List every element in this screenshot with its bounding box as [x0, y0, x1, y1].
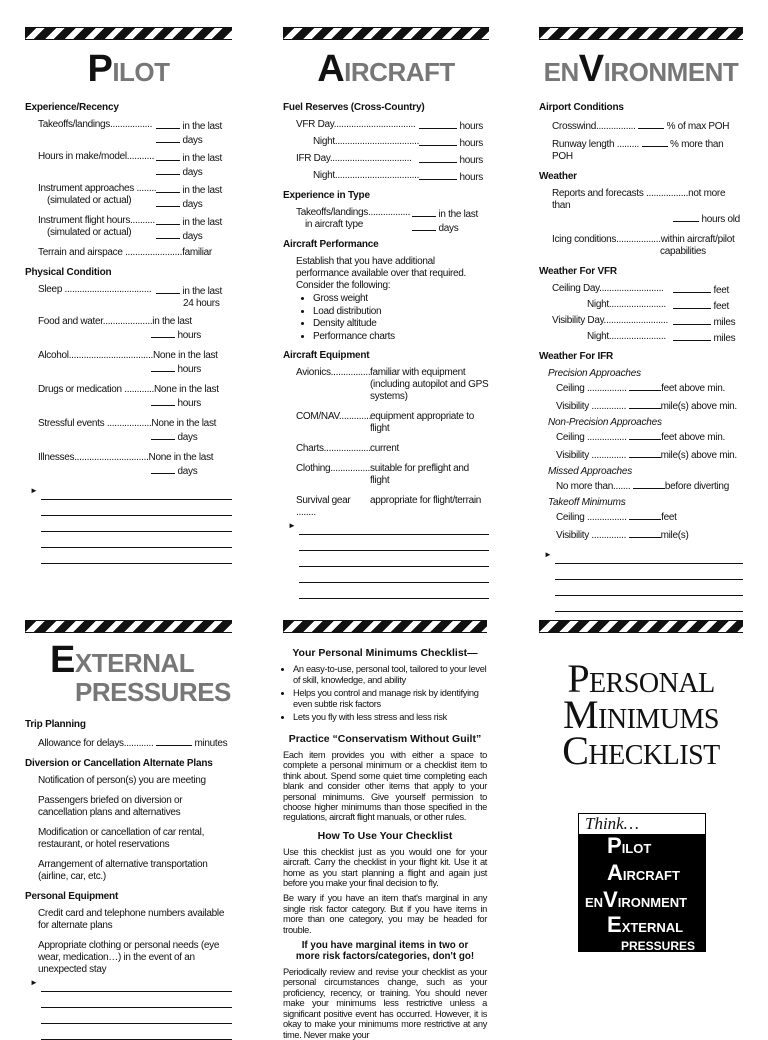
precision-subheading: Precision Approaches [548, 368, 641, 379]
takeoffs-row: Takeoffs/landings................. in the last days [38, 119, 222, 146]
vis-day-row: Visibility Day.......................... miles [552, 315, 736, 328]
avionics-row: Avionics................ familiar with equipment (including autopilot and GPS systems) [296, 367, 489, 402]
marginal-title: If you have marginal items in two or more risk factors/categories, don't go! [295, 940, 475, 963]
info-bullets: • An easy-to-use, personal tool, tailored to your level of skill, knowledge, and ability • Helps you control and manage risk by identifying even subtle risk factors • Lets you fly with less stress and less risk [283, 664, 487, 723]
diversion-heading: Diversion or Cancellation Alternate Plans [25, 758, 213, 769]
ceiling-day-row: Ceiling Day.......................... feet [552, 283, 729, 296]
notes-lines[interactable] [25, 484, 232, 564]
experience-heading: Experience/Recency [25, 102, 119, 113]
illness-row: Illnesses..............................None in the last days [38, 452, 214, 477]
paragraph: Be wary if you have an item that's marginal in any single risk factor category. But if you have items in more than one category, you may be headed for trouble. [283, 893, 487, 935]
external-pressures-panel [25, 620, 232, 1040]
hazard-stripe [283, 620, 487, 633]
vfr-day-row: VFR Day................................. hours [296, 119, 483, 132]
missed-subheading: Missed Approaches [548, 466, 633, 477]
nonprecision-vis-row: Visibility .............. mile(s) above min. [556, 450, 737, 461]
terrain-row: Terrain and airspace .......................familiar [38, 247, 212, 258]
cover-title: Personal Minimums Checklist [562, 656, 720, 773]
vfr-night-row: Night.................................. hours [313, 136, 483, 149]
ceiling-night-row: Night....................... feet [587, 299, 729, 312]
hazard-stripe [539, 27, 743, 40]
weather-heading: Weather [539, 171, 577, 182]
arrow-icon: ► [544, 550, 552, 559]
reports-row: Reports and forecasts .................not more than hours old [552, 188, 740, 225]
crosswind-row: Crosswind................ % of max POH [552, 121, 730, 132]
diversion-item: Modification or cancellation of car rental, restaurant, or hotel reservations [38, 827, 205, 850]
arrow-icon: ► [288, 521, 296, 530]
airport-heading: Airport Conditions [539, 102, 624, 113]
think-label: Think… [579, 814, 705, 834]
paragraph: Periodically review and revise your checklist as your personal circumstances change, such as your proficiency, recency, or training. You should never make your minimums less restrictive unless a significant positive event has occurred. However, it is okay to make your minimums more restrictive at any time. Never make your [283, 967, 487, 1040]
stress-row: Stressful events ..................None in the last days [38, 418, 217, 443]
clothing-row: Clothing................ suitable for preflight and flight [296, 463, 469, 486]
drugs-row: Drugs or medication ............None in the last hours [38, 384, 219, 409]
aircraft-panel [283, 27, 489, 599]
takeoff-subheading: Takeoff Minimums [548, 497, 626, 508]
panel-title: PILOT [87, 48, 170, 90]
trip-heading: Trip Planning [25, 719, 86, 730]
notes-lines[interactable] [283, 519, 489, 599]
arrow-icon: ► [30, 978, 38, 987]
performance-list: • Gross weight • Load distribution • Density altitude • Performance charts [301, 293, 489, 343]
info-title: Your Personal Minimums Checklist— [292, 647, 478, 659]
hazard-stripe [25, 620, 232, 633]
alcohol-row: Alcohol..................................None in the last hours [38, 350, 218, 375]
vis-night-row: Night....................... miles [587, 331, 736, 344]
personal-equipment-heading: Personal Equipment [25, 891, 119, 902]
survival-row: Survival gear ........ appropriate for flight/terrain [296, 495, 482, 518]
paragraph: Use this checklist just as you would one for your aircraft. Carry the checklist in your flight kit. Use it at home as you start planning a flight and again just before you make your final decision to fly. [283, 846, 487, 889]
notes-lines[interactable] [539, 548, 743, 628]
pave-box [578, 813, 706, 952]
panel-title: AIRCRAFT [317, 48, 455, 90]
type-heading: Experience in Type [283, 190, 370, 201]
hours-model-row: Hours in make/model........... in the last days [38, 151, 222, 178]
conservatism-title: Practice “Conservatism Without Guilt” [288, 732, 482, 745]
cover-panel [539, 620, 743, 952]
food-row: Food and water....................in the last hours [38, 316, 201, 341]
precision-vis-row: Visibility .............. mile(s) above min. [556, 401, 737, 412]
how-to-title: How To Use Your Checklist [317, 829, 453, 842]
physical-heading: Physical Condition [25, 267, 112, 278]
diversion-item: Passengers briefed on diversion or cancellation plans and alternatives [38, 795, 183, 818]
icing-row: Icing conditions..................within aircraft/pilot capabilities [552, 234, 735, 257]
precision-ceiling-row: Ceiling ................ feet above min. [556, 383, 725, 394]
hazard-stripe [283, 27, 489, 40]
pave-list: PILOT AIRCRAFT ENVIRONMENT EXTERNAL PRESSURES [585, 833, 696, 953]
missed-row: No more than....... before diverting [556, 481, 729, 492]
type-row: Takeoffs/landings................. in aircraft type in the last days [296, 207, 478, 234]
fuel-heading: Fuel Reserves (Cross-Country) [283, 102, 425, 113]
nonprecision-subheading: Non-Precision Approaches [548, 417, 662, 428]
nonprecision-ceiling-row: Ceiling ................ feet above min. [556, 432, 725, 443]
pilot-panel [25, 27, 232, 564]
takeoff-vis-row: Visibility .............. mile(s) [556, 530, 689, 541]
equipment-item: Appropriate clothing or personal needs (eye wear, medication…) in the event of an unexpected stay [38, 940, 220, 975]
runway-row: Runway length ......... % more than POH [552, 139, 724, 162]
arrow-icon: ► [30, 486, 38, 495]
ifr-night-row: Night.................................. hours [313, 170, 483, 183]
takeoff-ceiling-row: Ceiling ................ feet [556, 512, 677, 523]
vfr-heading: Weather For VFR [539, 266, 617, 277]
instrument-approaches-row: Instrument approaches ........ (simulated or actual) in the last days [38, 183, 222, 210]
panel-title: ENVIRONMENT [543, 48, 739, 90]
equipment-heading: Aircraft Equipment [283, 350, 370, 361]
diversion-item: Arrangement of alternative transportation (airline, car, etc.) [38, 859, 208, 882]
diversion-item: Notification of person(s) you are meeting [38, 775, 206, 786]
ifr-day-row: IFR Day................................. hours [296, 153, 483, 166]
paragraph: Each item provides you with either a space to complete a personal minimum or a checklist item to think about. Spend some quiet time completing each blank and consider other items that apply to your personal minimums. Give yourself permission to choose higher minimums than those specified in the regulations, aircraft flight manuals, or other rules. [283, 749, 487, 823]
notes-lines[interactable] [25, 976, 232, 1040]
panel-title: EXTERNAL PRESSURES [50, 639, 231, 707]
hazard-stripe [539, 620, 743, 633]
environment-panel [539, 27, 743, 628]
allowance-row: Allowance for delays............ minutes [38, 738, 228, 749]
equipment-item: Credit card and telephone numbers available for alternate plans [38, 908, 225, 931]
comnav-row: COM/NAV............. equipment appropriate to flight [296, 411, 474, 434]
info-panel [283, 620, 487, 1040]
ifr-heading: Weather For IFR [539, 351, 614, 362]
sleep-row: Sleep ................................... in the last 24 hours [38, 284, 222, 309]
instrument-hours-row: Instrument flight hours.......... (simulated or actual) in the last days [38, 215, 222, 242]
charts-row: Charts................... current [296, 443, 400, 454]
hazard-stripe [25, 27, 232, 40]
performance-text: Establish that you have additional performance available over that required. Consider the following: [296, 256, 467, 291]
performance-heading: Aircraft Performance [283, 239, 379, 250]
